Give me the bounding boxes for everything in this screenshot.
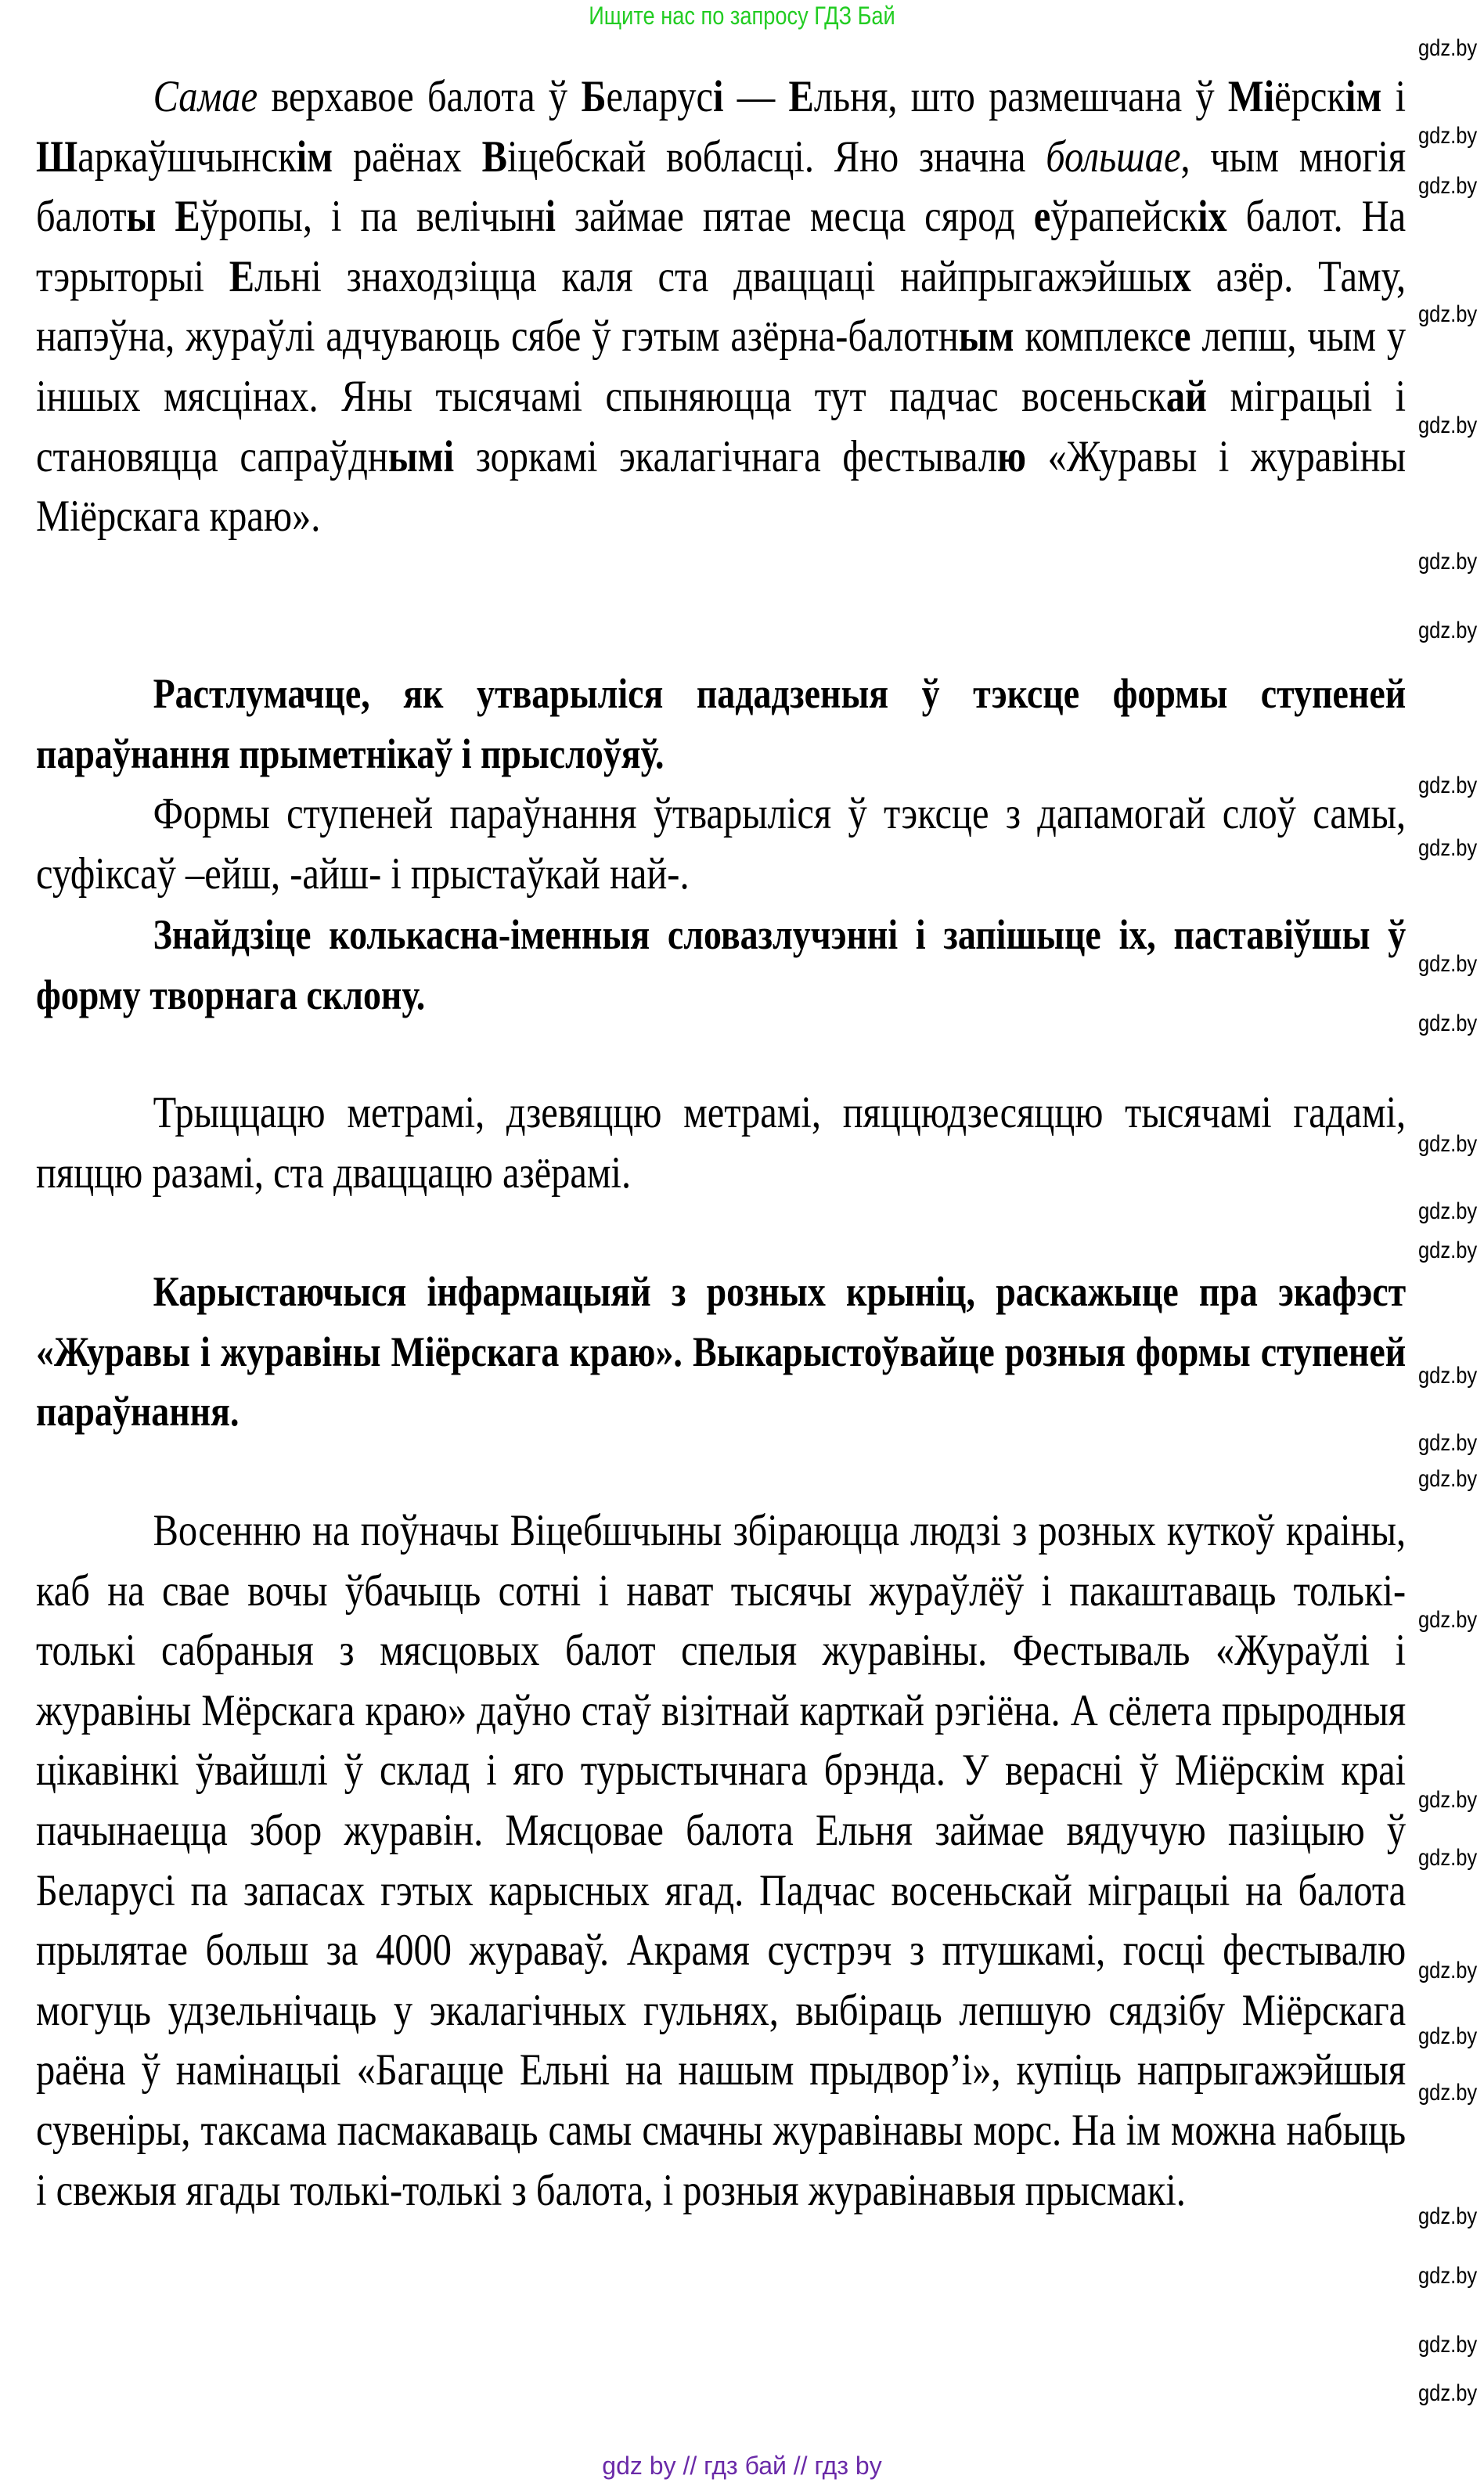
text-segment: зоркамі экалагічнага фестывал	[454, 431, 998, 481]
text-segment: ым	[958, 312, 1014, 362]
text-segment: комплекс	[1014, 312, 1175, 362]
text-segment: і	[1381, 72, 1407, 121]
watermark-label: gdz.by	[1418, 1607, 1478, 1633]
watermark-label: gdz.by	[1418, 549, 1478, 575]
watermark-label: gdz.by	[1418, 413, 1478, 438]
text-segment: ўрапейск	[1050, 192, 1198, 242]
text-segment: ўропы, і па велічын	[200, 192, 546, 242]
watermark-label: gdz.by	[1418, 1430, 1478, 1456]
watermark-label: gdz.by	[1418, 618, 1478, 643]
watermark-label: gdz.by	[1418, 35, 1478, 61]
text-segment: і	[545, 192, 556, 242]
text-segment: ы	[126, 192, 157, 242]
text-segment: —	[723, 72, 789, 121]
watermark-label: gdz.by	[1418, 301, 1478, 327]
watermark-label: gdz.by	[1418, 2380, 1478, 2406]
text-segment: Ш	[36, 132, 78, 182]
text-segment: Самае	[153, 72, 258, 121]
reading-text-paragraph	[36, 67, 1406, 547]
text-segment: аркаўшчынск	[77, 132, 297, 182]
footer-links[interactable]: gdz by // гдз бай // гдз by	[602, 2452, 882, 2480]
text-segment: верхавое балота ў	[258, 72, 582, 121]
text-segment: ім	[1345, 72, 1382, 121]
text-segment	[156, 192, 175, 241]
answer-3-text: Восенню на поўначы Віцебшчыны збіраюцца людзі з розных куткоў краіны, каб на свае вочы ўбачыць сотні і нават тысячы жураўлёў і пакаштаваць толькі-толькі сабраныя з мясцовых балот спелыя журавіны. Фестываль «Жураўлі і журавіны Мёрскага краю» даўно стаў візітнай карткай рэгіёна. А сёлета прыродныя цікавінкі ўвайшлі ў склад і яго турыстычнага брэнда. У верасні ў Міёрскім краі пачынаецца збор журавін. Мясцовае балота Ельня займае вядучую пазіцыю ў Беларусі па запасах гэтых карысных ягад. Падчас восеньскай міграцыі на балота прылятае больш за 4000 жураваў. Акрамя сустрэч з птушкамі, госці фестывалю могуць удзельнічаць у экалагічных гульнях, выбіраць лепшую сядзібу Міёрскага раёна ў намінацыі «Багацце Ельні на нашым прыдвор’і», купіць напрыгажэйшыя сувеніры, таксама пасмакаваць самы смачны журавінавы морс. На ім можна набыць і свежыя ягады толькі-толькі з балота, і розныя журавінавыя прысмакі.	[36, 1506, 1407, 2215]
watermark-label: gdz.by	[1418, 1845, 1478, 1871]
search-hint-banner: Ищите нас по запросу ГДЗ Бай	[589, 2, 895, 30]
watermark-label: gdz.by	[1418, 1198, 1478, 1224]
watermark-label: gdz.by	[1418, 2263, 1478, 2289]
watermark-label: gdz.by	[1418, 835, 1478, 861]
text-segment: раёнах	[333, 132, 482, 182]
text-segment: е	[1033, 192, 1051, 242]
watermark-label: gdz.by	[1418, 173, 1478, 199]
watermark-label: gdz.by	[1418, 951, 1478, 977]
text-segment: Мі	[1227, 72, 1275, 121]
text-segment: х	[1172, 251, 1191, 301]
text-segment: «Журавы і журавіны Міёрскага краю».	[36, 431, 1407, 542]
task-3-heading: Карыстаючыся інфармацыяй з розных крыніц, раскажыце пра экафэст «Журавы і журавіны Міёрскага краю». Выкарыстоўвайце розныя формы ступеней параўнання.	[36, 1268, 1407, 1436]
watermark-label: gdz.by	[1418, 2203, 1478, 2229]
watermark-label: gdz.by	[1418, 773, 1478, 798]
text-segment: ёрск	[1274, 72, 1345, 121]
text-segment: льня, што размешчана ў	[813, 72, 1228, 121]
watermark-label: gdz.by	[1418, 1787, 1478, 1813]
task-2-heading: Знайдзіце колькасна-іменныя словазлучэнні і запішыце іх, паставіўшы ў форму творнага склону.	[36, 911, 1407, 1018]
text-segment: займае пятае месца сярод	[555, 192, 1034, 242]
text-segment: лепш, чым у іншых мясцінах. Яны тысячамі спыняюцца тут падчас восеньск	[36, 312, 1407, 421]
text-segment: еларус	[606, 72, 714, 121]
text-segment: Е	[229, 251, 255, 301]
text-segment: іх	[1197, 192, 1227, 242]
text-segment: балот. На тэрыторыі	[36, 192, 1407, 301]
text-segment: Б	[581, 72, 607, 121]
watermark-label: gdz.by	[1418, 1131, 1478, 1157]
watermark-label: gdz.by	[1418, 1958, 1478, 1983]
text-segment: е	[1174, 312, 1191, 362]
watermark-label: gdz.by	[1418, 1363, 1478, 1389]
watermark-label: gdz.by	[1418, 2080, 1478, 2106]
watermark-label: gdz.by	[1418, 1238, 1478, 1263]
answer-1-text: Формы ступеней параўнання ўтварыліся ў тэксце з дапамогай слоў самы, суфіксаў –ейш, -айш- і прыстаўкай най-.	[36, 789, 1407, 899]
text-segment: большае	[1046, 132, 1181, 182]
task-1-heading: Растлумачце, як утварыліся пададзеныя ў тэксце формы ступеней параўнання прыметнікаў і прыслоўяў.	[36, 670, 1407, 777]
answer-2-text: Трыццацю метрамі, дзевяццю метрамі, пяццюдзесяццю тысячамі гадамі, пяццю разамі, ста дваццацю азёрамі.	[36, 1088, 1407, 1198]
text-segment: ай	[1165, 371, 1207, 421]
text-segment: іцебскай вобласці. Яно значна	[506, 132, 1046, 182]
text-segment: міграцыі і становяцца сапраўдн	[36, 371, 1407, 481]
text-segment: і	[713, 72, 724, 121]
text-segment: ымі	[387, 431, 455, 481]
text-segment: льні знаходзіцца каля ста дваццаці найпрыгажэйшы	[254, 251, 1172, 301]
text-segment: В	[481, 132, 507, 182]
watermark-label: gdz.by	[1418, 1466, 1478, 1492]
text-segment: , чым многія балот	[36, 132, 1407, 242]
text-segment: Е	[175, 192, 200, 242]
text-segment: ім	[296, 132, 333, 182]
watermark-label: gdz.by	[1418, 1011, 1478, 1036]
text-segment: ю	[997, 431, 1027, 481]
text-segment: азёр. Таму, напэўна, жураўлі адчуваюць сябе ў гэтым азёрна-балотн	[36, 251, 1407, 362]
watermark-label: gdz.by	[1418, 2023, 1478, 2049]
watermark-label: gdz.by	[1418, 123, 1478, 149]
watermark-label: gdz.by	[1418, 2332, 1478, 2358]
text-segment: Е	[788, 72, 814, 121]
